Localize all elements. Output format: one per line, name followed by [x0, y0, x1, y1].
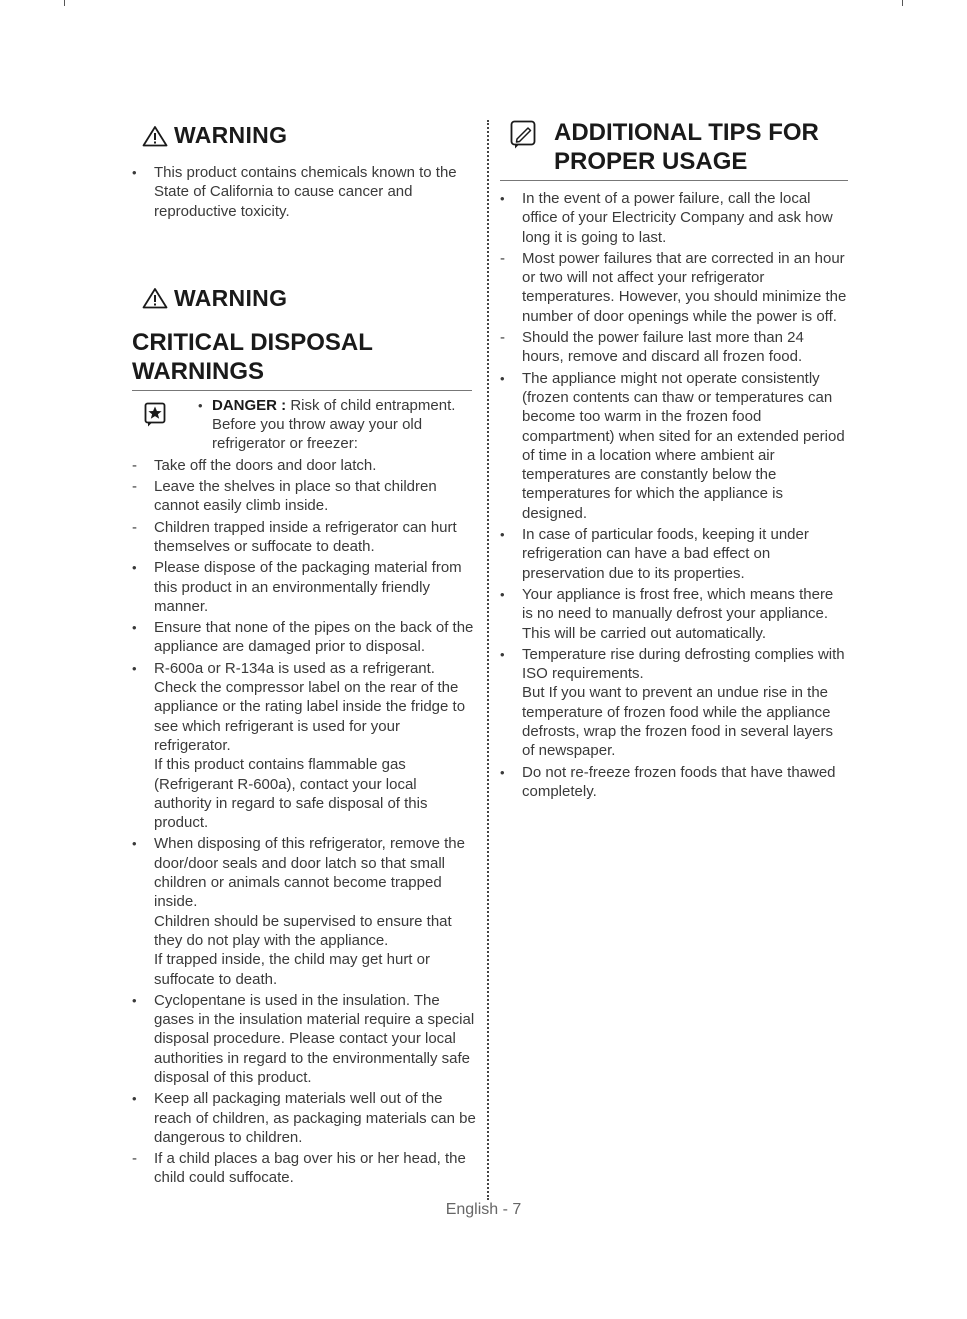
list-item-text: Do not re-freeze frozen foods that have thawed completely. [522, 763, 836, 800]
tips-title-line2: PROPER USAGE [554, 148, 748, 175]
list-item-text: Keep all packaging materials well out of the reach of children, as packaging materials can be dangerous to children. [154, 1090, 476, 1146]
list-item [500, 763, 848, 802]
note-pencil-icon [510, 120, 540, 150]
list-item-text: Take off the doors and door latch. [154, 456, 377, 474]
list-item [132, 1149, 477, 1188]
list-item-text: Temperature rise during defrosting complies with ISO requirements. [522, 645, 845, 683]
bullet-marker: • [132, 992, 137, 1008]
bullet-marker: • [500, 764, 505, 780]
danger-notice: • DANGER : Risk of child entrapment. Before you throw away your old refrigerator or freezer: [0, 396, 477, 454]
tips-list [500, 189, 848, 801]
dash-marker: - [132, 456, 137, 474]
danger-text: Risk of child entrapment. Before you throw away your old refrigerator or freezer: [212, 396, 456, 453]
list-item [132, 991, 477, 1087]
crop-mark-right [902, 0, 903, 6]
list-item [500, 328, 848, 367]
danger-label: DANGER : [212, 396, 287, 414]
dash-marker: - [132, 518, 137, 536]
list-item [500, 369, 848, 523]
dash-marker: - [132, 1150, 137, 1168]
list-item-text: Should the power failure last more than 24 hours, remove and discard all frozen food. [522, 329, 804, 366]
tips-title-line1: ADDITIONAL TIPS FOR [554, 119, 819, 146]
critical-disposal-title: CRITICAL DISPOSAL WARNINGS [132, 328, 472, 391]
bullet-marker: • [132, 1091, 137, 1107]
list-item [132, 558, 477, 616]
bullet-marker: • [500, 527, 505, 543]
warning-triangle-icon [142, 125, 168, 147]
list-item [132, 163, 477, 221]
bullet-marker: • [500, 191, 505, 206]
bullet-marker: • [500, 586, 505, 602]
list-item-text: In case of particular foods, keeping it under refrigeration can have a bad effect on preservation due to its properties. [522, 526, 809, 582]
warning-triangle-icon [142, 287, 168, 309]
list-item-text: Children trapped inside a refrigerator can hurt themselves or suffocate to death. [154, 518, 457, 555]
list-item [132, 1089, 477, 1147]
list-item-text: When disposing of this refrigerator, remove the door/door seals and door latch so that small children or animals cannot become trapped inside. [154, 835, 465, 911]
list-item-text: But If you want to prevent an undue rise in the temperature of frozen food while the appliance defrosts, wrap the frozen food in several layers of newspaper. [522, 684, 833, 760]
warning-heading-1 [142, 122, 477, 149]
warning-heading-2 [142, 285, 477, 312]
page-footer: English - 7 [445, 1201, 522, 1218]
list-item [500, 585, 848, 643]
warning-heading-1-text: WARNING [174, 122, 288, 148]
bullet-marker: • [132, 660, 137, 676]
list-item-text: This product contains chemicals known to the State of California to cause cancer and reproductive toxicity. [154, 164, 457, 220]
list-item-text: R-600a or R-134a is used as a refrigerant. Check the compressor label on the rear of the appliance or the rating label inside the fridge to see which refrigerant is used for your refrigerator. [154, 659, 466, 754]
list-item [132, 618, 477, 657]
left-column [132, 122, 477, 1190]
warning-heading-2-text: WARNING [174, 284, 288, 311]
list-item-text: Most power failures that are corrected in an hour or two will not affect your refrigerator temperatures. However, you should minimize the number of door openings while the power is off. [522, 249, 847, 325]
list-item-text: If a child places a bag over his or her head, the child could suffocate. [154, 1150, 466, 1187]
crop-mark-left [64, 0, 65, 6]
bullet-marker: • [132, 620, 137, 636]
warning-1-list [132, 163, 477, 221]
list-item [132, 518, 477, 557]
bullet-marker: • [500, 646, 505, 662]
star-warning-icon [144, 402, 166, 428]
list-item-text: Ensure that none of the pipes on the back of the appliance are damaged prior to disposal. [154, 619, 474, 656]
column-divider [487, 120, 489, 1200]
list-item-text: Please dispose of the packaging material from this product in an environmentally friendly manner. [154, 559, 462, 615]
bullet-marker: • [132, 836, 137, 852]
list-item-text: Children should be supervised to ensure that they do not play with the appliance. [154, 912, 452, 949]
list-item-text: Your appliance is frost free, which means there is no need to manually defrost your appliance. This will be carried out automatically. [522, 585, 834, 642]
list-item-text: The appliance might not operate consistently (frozen contents can thaw or temperatures can become too warm in the frozen food compartment) when sited for an extended period of time in a location where ambient air temperatures are constantly below the temperatures for which the appliance is designed. [522, 369, 845, 522]
list-item [500, 189, 848, 247]
list-item [500, 645, 848, 761]
list-item [500, 249, 848, 326]
list-item-text: Cyclopentane is used in the insulation. The gases in the insulation material require a special disposal procedure. Please contact your local authorities in regard to the environmentally safe disposal of this product. [154, 991, 475, 1086]
right-column [500, 118, 848, 803]
dash-marker: - [500, 249, 505, 267]
dash-marker: - [500, 329, 505, 347]
list-item [132, 456, 477, 475]
list-item-text: If trapped inside, the child may get hurt or suffocate to death. [154, 951, 430, 988]
list-item-text: Leave the shelves in place so that children cannot easily climb inside. [154, 478, 437, 515]
dash-marker: - [132, 478, 137, 496]
list-item-text: In the event of a power failure, call the local office of your Electricity Company and ask how long it is going to last. [522, 190, 833, 246]
list-item [132, 659, 477, 833]
bullet-marker: • [132, 165, 137, 180]
list-item [132, 834, 477, 988]
disposal-list [132, 456, 477, 1188]
list-item [132, 477, 477, 516]
list-item [500, 525, 848, 583]
tips-header [500, 118, 848, 181]
list-item-text: If this product contains flammable gas (Refrigerant R-600a), contact your local authority in regard to safe disposal of this product. [154, 756, 428, 832]
bullet-marker: • [132, 560, 137, 576]
bullet-marker: • [500, 370, 505, 386]
